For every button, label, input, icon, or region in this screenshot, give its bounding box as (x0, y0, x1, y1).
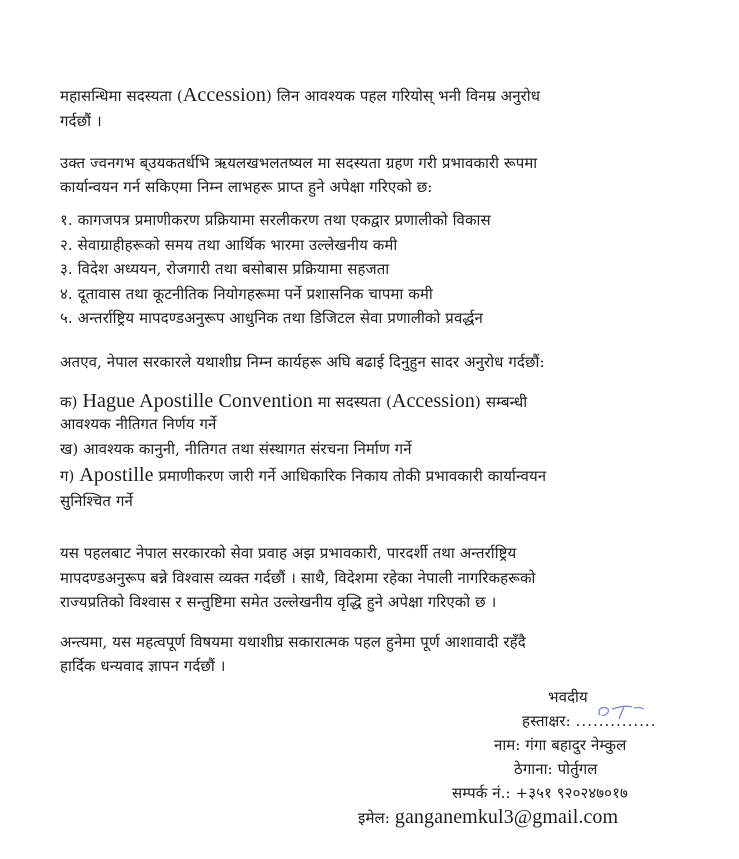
action-ga-rest: प्रमाणीकरण जारी गर्ने आधिकारिक निकाय तोकी प्रभावकारी कार्यान्वयन (158, 467, 547, 485)
intro-text-a: महासन्धिमा सदस्यता ( (60, 87, 183, 105)
closing-text: भवदीय (548, 688, 588, 706)
request-intro: अतएव, नेपाल सरकारले यथाशीघ्र निम्न कार्यहरू अघि बढाई दिनुहुन सादर अनुरोध गर्दछौं: (60, 353, 545, 371)
intro-accession: Accession (182, 84, 266, 106)
action-ka-end: ) सम्बन्धी (475, 393, 528, 411)
action-ka-accession: Accession (391, 390, 476, 412)
signature-label: हस्ताक्षर: (522, 712, 571, 730)
benefit-item-3: ३. विदेश अध्ययन, रोजगारी तथा बसोबास प्रक्रियामा सहजता (60, 260, 390, 278)
para5-line-2: हार्दिक धन्यवाद ज्ञापन गर्दछौं । (60, 657, 226, 675)
name-line: नाम: गंगा बहादुर नेम्कुल (494, 736, 627, 754)
action-ga-line-2: सुनिश्चित गर्ने (60, 492, 133, 510)
action-ka-mid: मा सदस्यता ( (317, 393, 392, 411)
action-ka-line-2: आवश्यक नीतिगत निर्णय गर्ने (60, 415, 217, 433)
benefit-item-5: ५. अन्तर्राष्ट्रिय मापदण्डअनुरूप आधुनिक तथा डिजिटल सेवा प्रणालीको प्रवर्द्धन (60, 309, 483, 327)
benefit-item-2: २. सेवाग्राहीहरूको समय तथा आर्थिक भारमा उल्लेखनीय कमी (60, 236, 398, 254)
email-address[interactable]: ganganemkul3@gmail.com (394, 806, 619, 828)
intro-text-b: ) लिन आवश्यक पहल गरियोस् भनी विनम्र अनुरोध (265, 87, 541, 105)
email-line (358, 806, 618, 829)
apostille-text: Apostille (79, 464, 154, 486)
benefit-item-4: ४. दूतावास तथा कूटनीतिक नियोगहरूमा पर्ने प्रशासनिक चापमा कमी (60, 285, 433, 303)
contact-line: सम्पर्क नं.: +३५१ ९२०२४७०१७ (452, 784, 628, 802)
hague-convention-text: Hague Apostille Convention (82, 390, 313, 412)
intro-line-1 (60, 84, 540, 107)
address-line: ठेगाना: पोर्तुगल (514, 760, 598, 778)
action-ga-prefix: ग) (60, 467, 75, 485)
para4-line-2: मापदण्डअनुरूप बन्ने विश्वास व्यक्त गर्दछौं । साथै, विदेशमा रहेका नेपाली नागरिकहरूको (60, 569, 536, 587)
signature-dots: .............. (575, 712, 657, 730)
action-ka-line-1 (60, 390, 527, 413)
para5-line-1: अन्त्यमा, यस महत्वपूर्ण विषयमा यथाशीघ्र सकारात्मक पहल हुनेमा पूर्ण आशावादी रहँदै (60, 633, 526, 651)
para2-line-2: कार्यान्वयन गर्न सकिएमा निम्न लाभहरू प्राप्त हुने अपेक्षा गरिएको छ: (60, 178, 433, 196)
intro-line-2: गर्दछौं । (60, 112, 102, 130)
email-label: इमेल: (358, 809, 390, 827)
para2-line-1: उक्त ज्वनगभ ब्उयकतर्धभि ऋयलखभलतष्यल मा सदस्यता ग्रहण गरी प्रभावकारी रूपमा (60, 154, 538, 172)
benefit-item-1: १. कागजपत्र प्रमाणीकरण प्रक्रियामा सरलीकरण तथा एकद्वार प्रणालीको विकास (60, 211, 491, 229)
para4-line-1: यस पहलबाट नेपाल सरकारको सेवा प्रवाह अझ प्रभावकारी, पारदर्शी तथा अन्तर्राष्ट्रिय (60, 544, 517, 562)
action-kha: ख) आवश्यक कानुनी, नीतिगत तथा संस्थागत संरचना निर्माण गर्ने (60, 440, 412, 458)
action-ga-line-1 (60, 464, 546, 487)
handwritten-signature (592, 699, 652, 723)
action-ka-prefix: क) (60, 393, 78, 411)
para4-line-3: राज्यप्रतिको विश्वास र सन्तुष्टिमा समेत उल्लेखनीय वृद्धि हुने अपेक्षा गरिएको छ । (60, 593, 497, 611)
